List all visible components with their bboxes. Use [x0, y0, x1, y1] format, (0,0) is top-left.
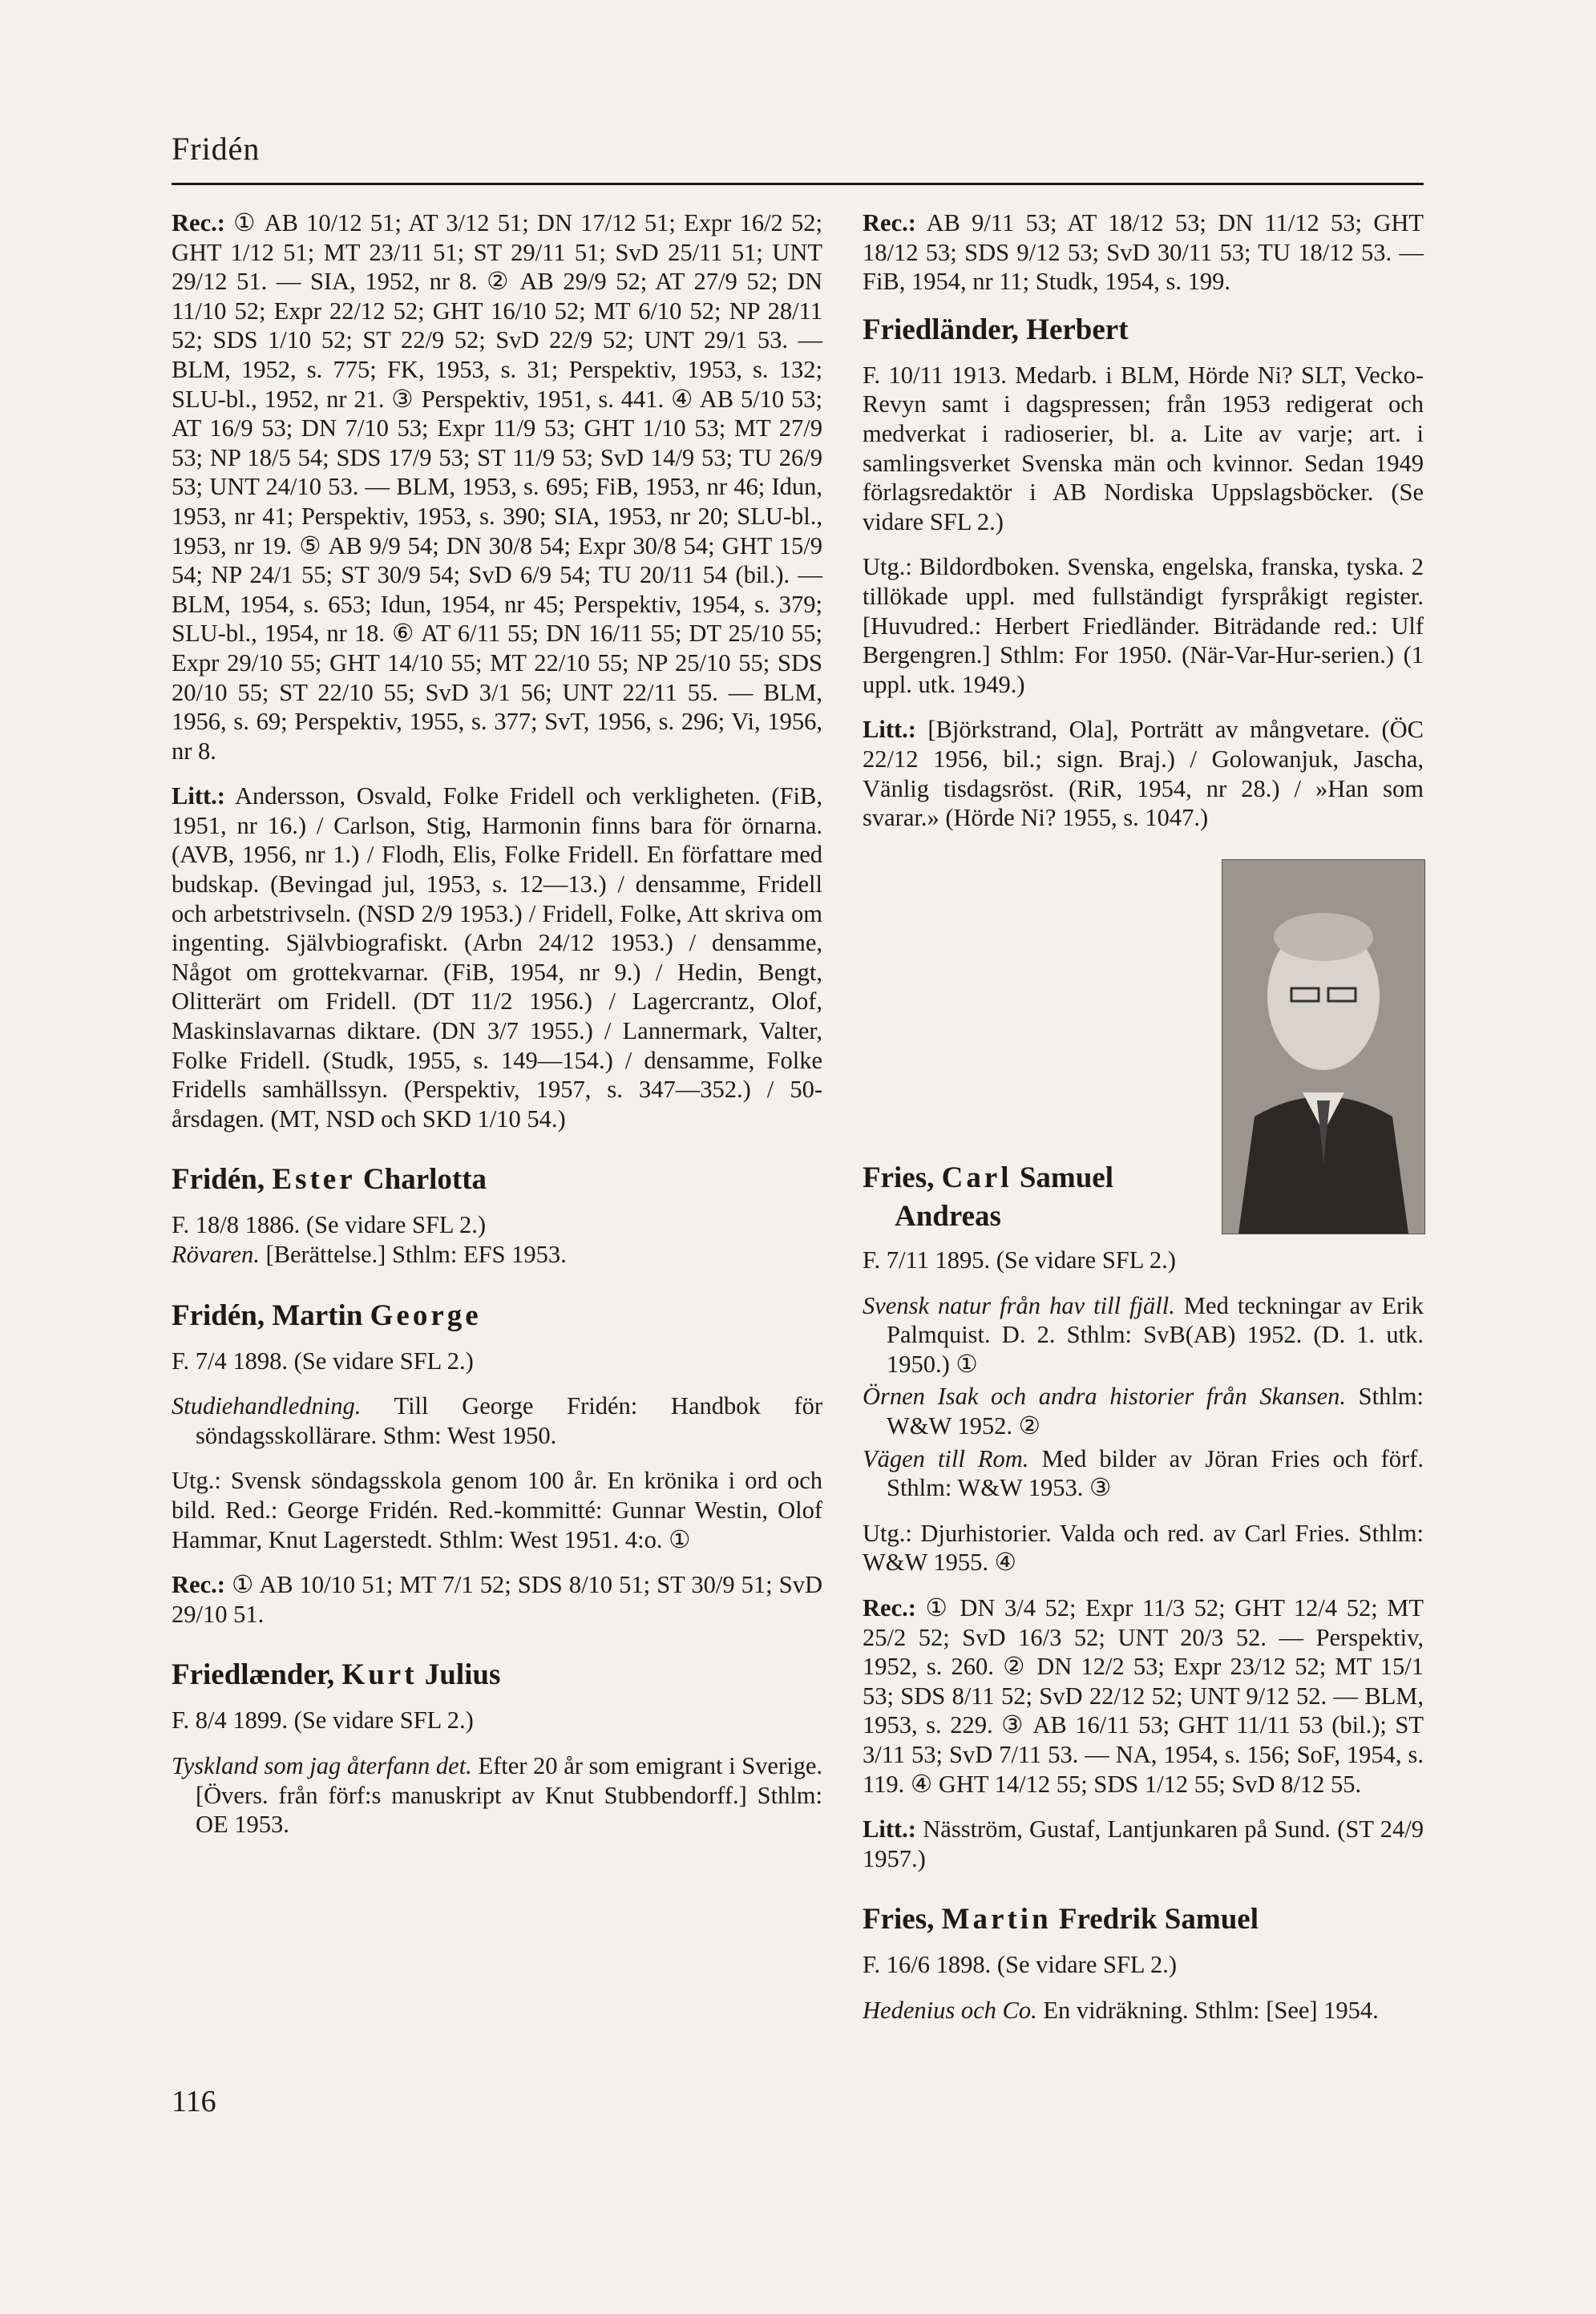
entry-heading-ester: Fridén, Ester Charlotta [172, 1163, 487, 1197]
portrait-photo [1222, 859, 1425, 1234]
right-column-lower [863, 1246, 1424, 2041]
entry-heading-fries-carl: Fries, Carl Samuel Andreas [863, 1161, 1113, 1233]
entry-heading-fries-martin: Fries, Martin Fredrik Samuel [863, 1903, 1259, 1936]
header-rule [172, 183, 1424, 185]
mf-work: Hedenius och Co. En vidräkning. Sthlm: [See] 1954. [863, 1996, 1379, 2024]
litt-text: Andersson, Osvald, Folke Fridell och verkligheten. (FiB, 1951, nr 16.) / Carlson, Stig, Harmonin finns bara för örnarna. (AVB, 1956, nr 1.) / Flodh, Elis, Folke Fridell. En författare med budskap. (Bevingad jul, 1953, s. 12—13.) / densamme, Fridell och arbetstrivseln. (NSD 2/9 1953.) / Fridell, Folke, Att skriva om ingenting. Självbiografiskt. (Arbn 24/12 1953.) / densamme, Något om grottekvarnar. (FiB, 1954, nr 9.) / Hedin, Bengt, Olitterärt om Fridell. (DT 11/2 1956.) / Lagercrantz, Olof, Maskinslavarnas diktare. (DN 3/7 1955.) / Lannermark, Valter, Folke Fridell. (Studk, 1955, s. 149—154.) / densamme, Folke Fridells samhällssyn. (Perspektiv, 1957, s. 347—352.) / 50-årsdagen. (MT, NSD och SKD 1/10 54.) [172, 782, 822, 1133]
left-column [172, 208, 822, 1856]
herbert-bio: F. 10/11 1913. Medarb. i BLM, Hörde Ni? SLT, Vecko-Revyn samt i dagspressen; från 1953 redigerat och medverkat i radioserier, bl. a. Lite av varje; art. i samlingsverket Svenska män och kvinnor. Sedan 1949 förlagsredaktör i AB Nordiska Uppslagsböcker. (Se vidare SFL 2.) [863, 361, 1424, 535]
entry-heading-kurt: Friedlænder, Kurt Julius [172, 1658, 501, 1692]
fries-utg: Utg.: Djurhistorier. Valda och red. av Carl Fries. Sthlm: W&W 1955. ④ [863, 1519, 1424, 1577]
kurt-born: F. 8/4 1899. (Se vidare SFL 2.) [172, 1706, 474, 1734]
fries-work-2: Örnen Isak och andra historier från Skansen. Sthlm: W&W 1952. ② [863, 1383, 1424, 1440]
herbert-litt: Litt.: [Björkstrand, Ola], Porträtt av mångvetare. (ÖC 22/12 1956, bil.; sign. Braj.) / Golowanjuk, Jascha, Vänlig tisdagsröst. (RiR, 1954, nr 28.) / »Han som svarar.» (Hörde Ni? 1955, s. 1047.) [863, 716, 1424, 832]
fries-rec: Rec.: ① DN 3/4 52; Expr 11/3 52; GHT 12/4 52; MT 25/2 52; SvD 16/3 52; UNT 20/3 52. — Perspektiv, 1952, s. 260. ② DN 12/2 53; Expr 23/12 52; MT 15/1 53; SDS 8/11 52; SvD 22/12 52; UNT 9/12 52. — BLM, 1953, s. 229. ③ AB 16/11 53; GHT 11/11 53 (bil.); ST 3/11 53; SvD 7/11 53. — NA, 1954, s. 156; SoF, 1954, s. 119. ④ GHT 14/12 55; SDS 1/12 55; SvD 8/12 55. [863, 1593, 1424, 1798]
herbert-utg: Utg.: Bildordboken. Svenska, engelska, franska, tyska. 2 tillökade uppl. med fullständigt fyrspråkigt register. [Huvudred.: Herbert Friedländer. Biträdande red.: Ulf Bergengren.] Sthlm: For 1950. (När-Var-Hur-serien.) (1 uppl. utk. 1949.) [863, 553, 1424, 698]
rec-label: Rec.: [172, 209, 225, 236]
mf-born: F. 16/6 1898. (Se vidare SFL 2.) [863, 1951, 1178, 1979]
fries-litt: Litt.: Näsström, Gustaf, Lantjunkaren på Sund. (ST 24/9 1957.) [863, 1815, 1424, 1872]
entry-heading-martin-george: Fridén, Martin George [172, 1298, 482, 1332]
entry-heading-herbert: Friedländer, Herbert [863, 313, 1129, 346]
fries-work-1: Svensk natur från hav till fjäll. Med teckningar av Erik Palmquist. D. 2. Sthlm: SvB(AB) 1952. (D. 1. utk. 1950.) ① [863, 1291, 1424, 1378]
martin-work: Studiehandledning. Till George Fridén: Handbok för söndagsskollärare. Sthm: West 1950. [172, 1392, 822, 1449]
martin-utg: Utg.: Svensk söndagsskola genom 100 år. En krönika i ord och bild. Red.: George Fridén. Red.-kommitté: Gunnar Westin, Olof Hammar, Knut Lagerstedt. Sthlm: West 1951. 4:o. ① [172, 1467, 822, 1553]
rec-paragraph [172, 208, 822, 765]
litt-label: Litt.: [172, 782, 225, 810]
rec-paragraph-right: Rec.: AB 9/11 53; AT 18/12 53; DN 11/12 53; GHT 18/12 53; SDS 9/12 53; SvD 30/11 53; TU 18/12 53. — FiB, 1954, nr 11; Studk, 1954, s. 199. [863, 209, 1424, 296]
rec-text: ① AB 10/12 51; AT 3/12 51; DN 17/12 51; Expr 16/2 52; GHT 1/12 51; MT 23/11 51; ST 29/11 51; SvD 25/11 51; UNT 29/12 51. — SIA, 1952, nr 8. ② AB 29/9 52; AT 27/9 52; DN 11/10 52; Expr 22/12 52; GHT 16/10 52; MT 6/10 52; NP 28/11 52; SDS 1/10 52; ST 22/9 52; SvD 22/9 52; UNT 29/1 53. — BLM, 1952, s. 775; FK, 1953, s. 31; Perspektiv, 1953, s. 132; SLU-bl., 1952, nr 21. ③ Perspektiv, 1951, s. 441. ④ AB 5/10 53; AT 16/9 53; DN 7/10 53; Expr 11/9 53; GHT 1/10 53; MT 27/9 53; NP 18/5 54; SDS 17/9 53; ST 11/9 53; SvD 14/9 53; TU 26/9 53; UNT 24/10 53. — BLM, 1953, s. 695; FiB, 1953, nr 46; Idun, 1953, nr 41; Perspektiv, 1953, s. 390; SIA, 1953, nr 20; SLU-bl., 1953, nr 19. ⑤ AB 9/9 54; DN 30/8 54; Expr 30/8 54; GHT 15/9 54; NP 24/1 55; ST 30/9 54; SvD 6/9 54; TU 20/11 54 (bil.). — BLM, 1954, s. 653; Idun, 1954, nr 45; Perspektiv, 1954, s. 379; SLU-bl., 1954, nr 18. ⑥ AT 6/11 55; DN 16/11 55; DT 25/10 55; Expr 29/10 55; GHT 14/10 55; MT 22/10 55; NP 25/10 55; SDS 20/10 55; ST 22/10 55; SvD 3/1 56; UNT 22/11 55. — BLM, 1956, s. 69; Perspektiv, 1955, s. 377; SvT, 1956, s. 296; Vi, 1956, nr 8. [172, 209, 822, 765]
ester-work: Rövaren. [Berättelse.] Sthlm: EFS 1953. [172, 1241, 567, 1268]
fries-work-3: Vägen till Rom. Med bilder av Jöran Fries och förf. Sthlm: W&W 1953. ③ [863, 1444, 1424, 1502]
right-column [863, 208, 1424, 849]
litt-paragraph [172, 781, 822, 1133]
page-number: 116 [172, 2085, 216, 2118]
running-head: Fridén [172, 131, 261, 167]
fries-born: F. 7/11 1895. (Se vidare SFL 2.) [863, 1246, 1176, 1274]
kurt-work: Tyskland som jag återfann det. Efter 20 år som emigrant i Sverige. [Övers. från förf:s manuskript av Knut Stubbendorff.] Sthlm: OE 1953. [172, 1751, 822, 1839]
martin-rec: Rec.: ① AB 10/10 51; MT 7/1 52; SDS 8/10 51; ST 30/9 51; SvD 29/10 51. [172, 1571, 822, 1628]
ester-born: F. 18/8 1886. (Se vidare SFL 2.) [172, 1211, 487, 1239]
martin-born: F. 7/4 1898. (Se vidare SFL 2.) [172, 1347, 474, 1375]
